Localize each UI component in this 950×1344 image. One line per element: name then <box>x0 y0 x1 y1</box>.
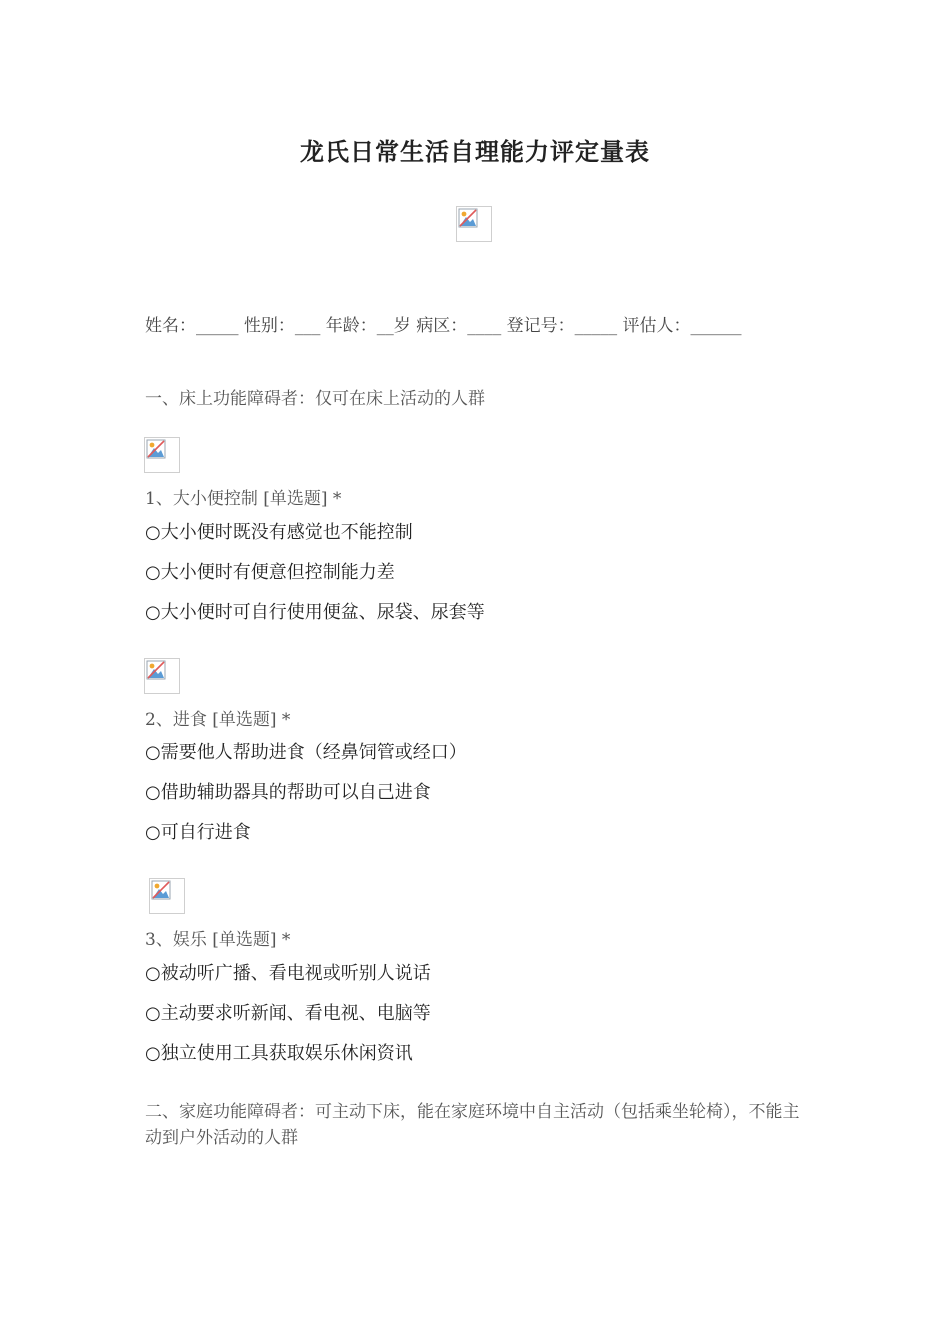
section-heading-2: 二、家庭功能障碍者：可主动下床，能在家庭环境中自主活动（包括乘坐轮椅），不能主动到户外活动的人群 <box>145 1102 800 1148</box>
page-title: 龙氏日常生活自理能力评定量表 <box>300 137 650 166</box>
radio-option[interactable]: ○主动要求听新闻、看电视、电脑等 <box>145 1003 431 1024</box>
radio-option[interactable]: ○被动听广播、看电视或听别人说话 <box>145 963 431 984</box>
radio-option[interactable]: ○借助辅助器具的帮助可以自己进食 <box>145 782 431 803</box>
radio-option[interactable]: ○独立使用工具获取娱乐休闲资讯 <box>145 1043 413 1064</box>
question-label: 2、进食 [单选题] * <box>145 710 291 730</box>
radio-option[interactable]: ○大小便时既没有感觉也不能控制 <box>145 522 413 543</box>
question-label: 1、大小便控制 [单选题] * <box>145 489 342 509</box>
radio-option[interactable]: ○大小便时可自行使用便盆、尿袋、尿套等 <box>145 602 485 623</box>
radio-option[interactable]: ○可自行进食 <box>145 822 251 843</box>
broken-image-icon <box>149 878 185 914</box>
broken-image-icon <box>144 437 180 473</box>
question-label: 3、娱乐 [单选题] * <box>145 930 291 950</box>
radio-option[interactable]: ○大小便时有便意但控制能力差 <box>145 562 395 583</box>
broken-image-icon <box>144 658 180 694</box>
respondent-info-line: 姓名：_____ 性别：___ 年龄：__岁 病区：____ 登记号：_____ 评估人：______ <box>145 316 742 336</box>
section-heading-1: 一、床上功能障碍者：仅可在床上活动的人群 <box>145 389 485 409</box>
radio-option[interactable]: ○需要他人帮助进食（经鼻饲管或经口） <box>145 742 467 763</box>
broken-image-icon <box>456 206 492 242</box>
